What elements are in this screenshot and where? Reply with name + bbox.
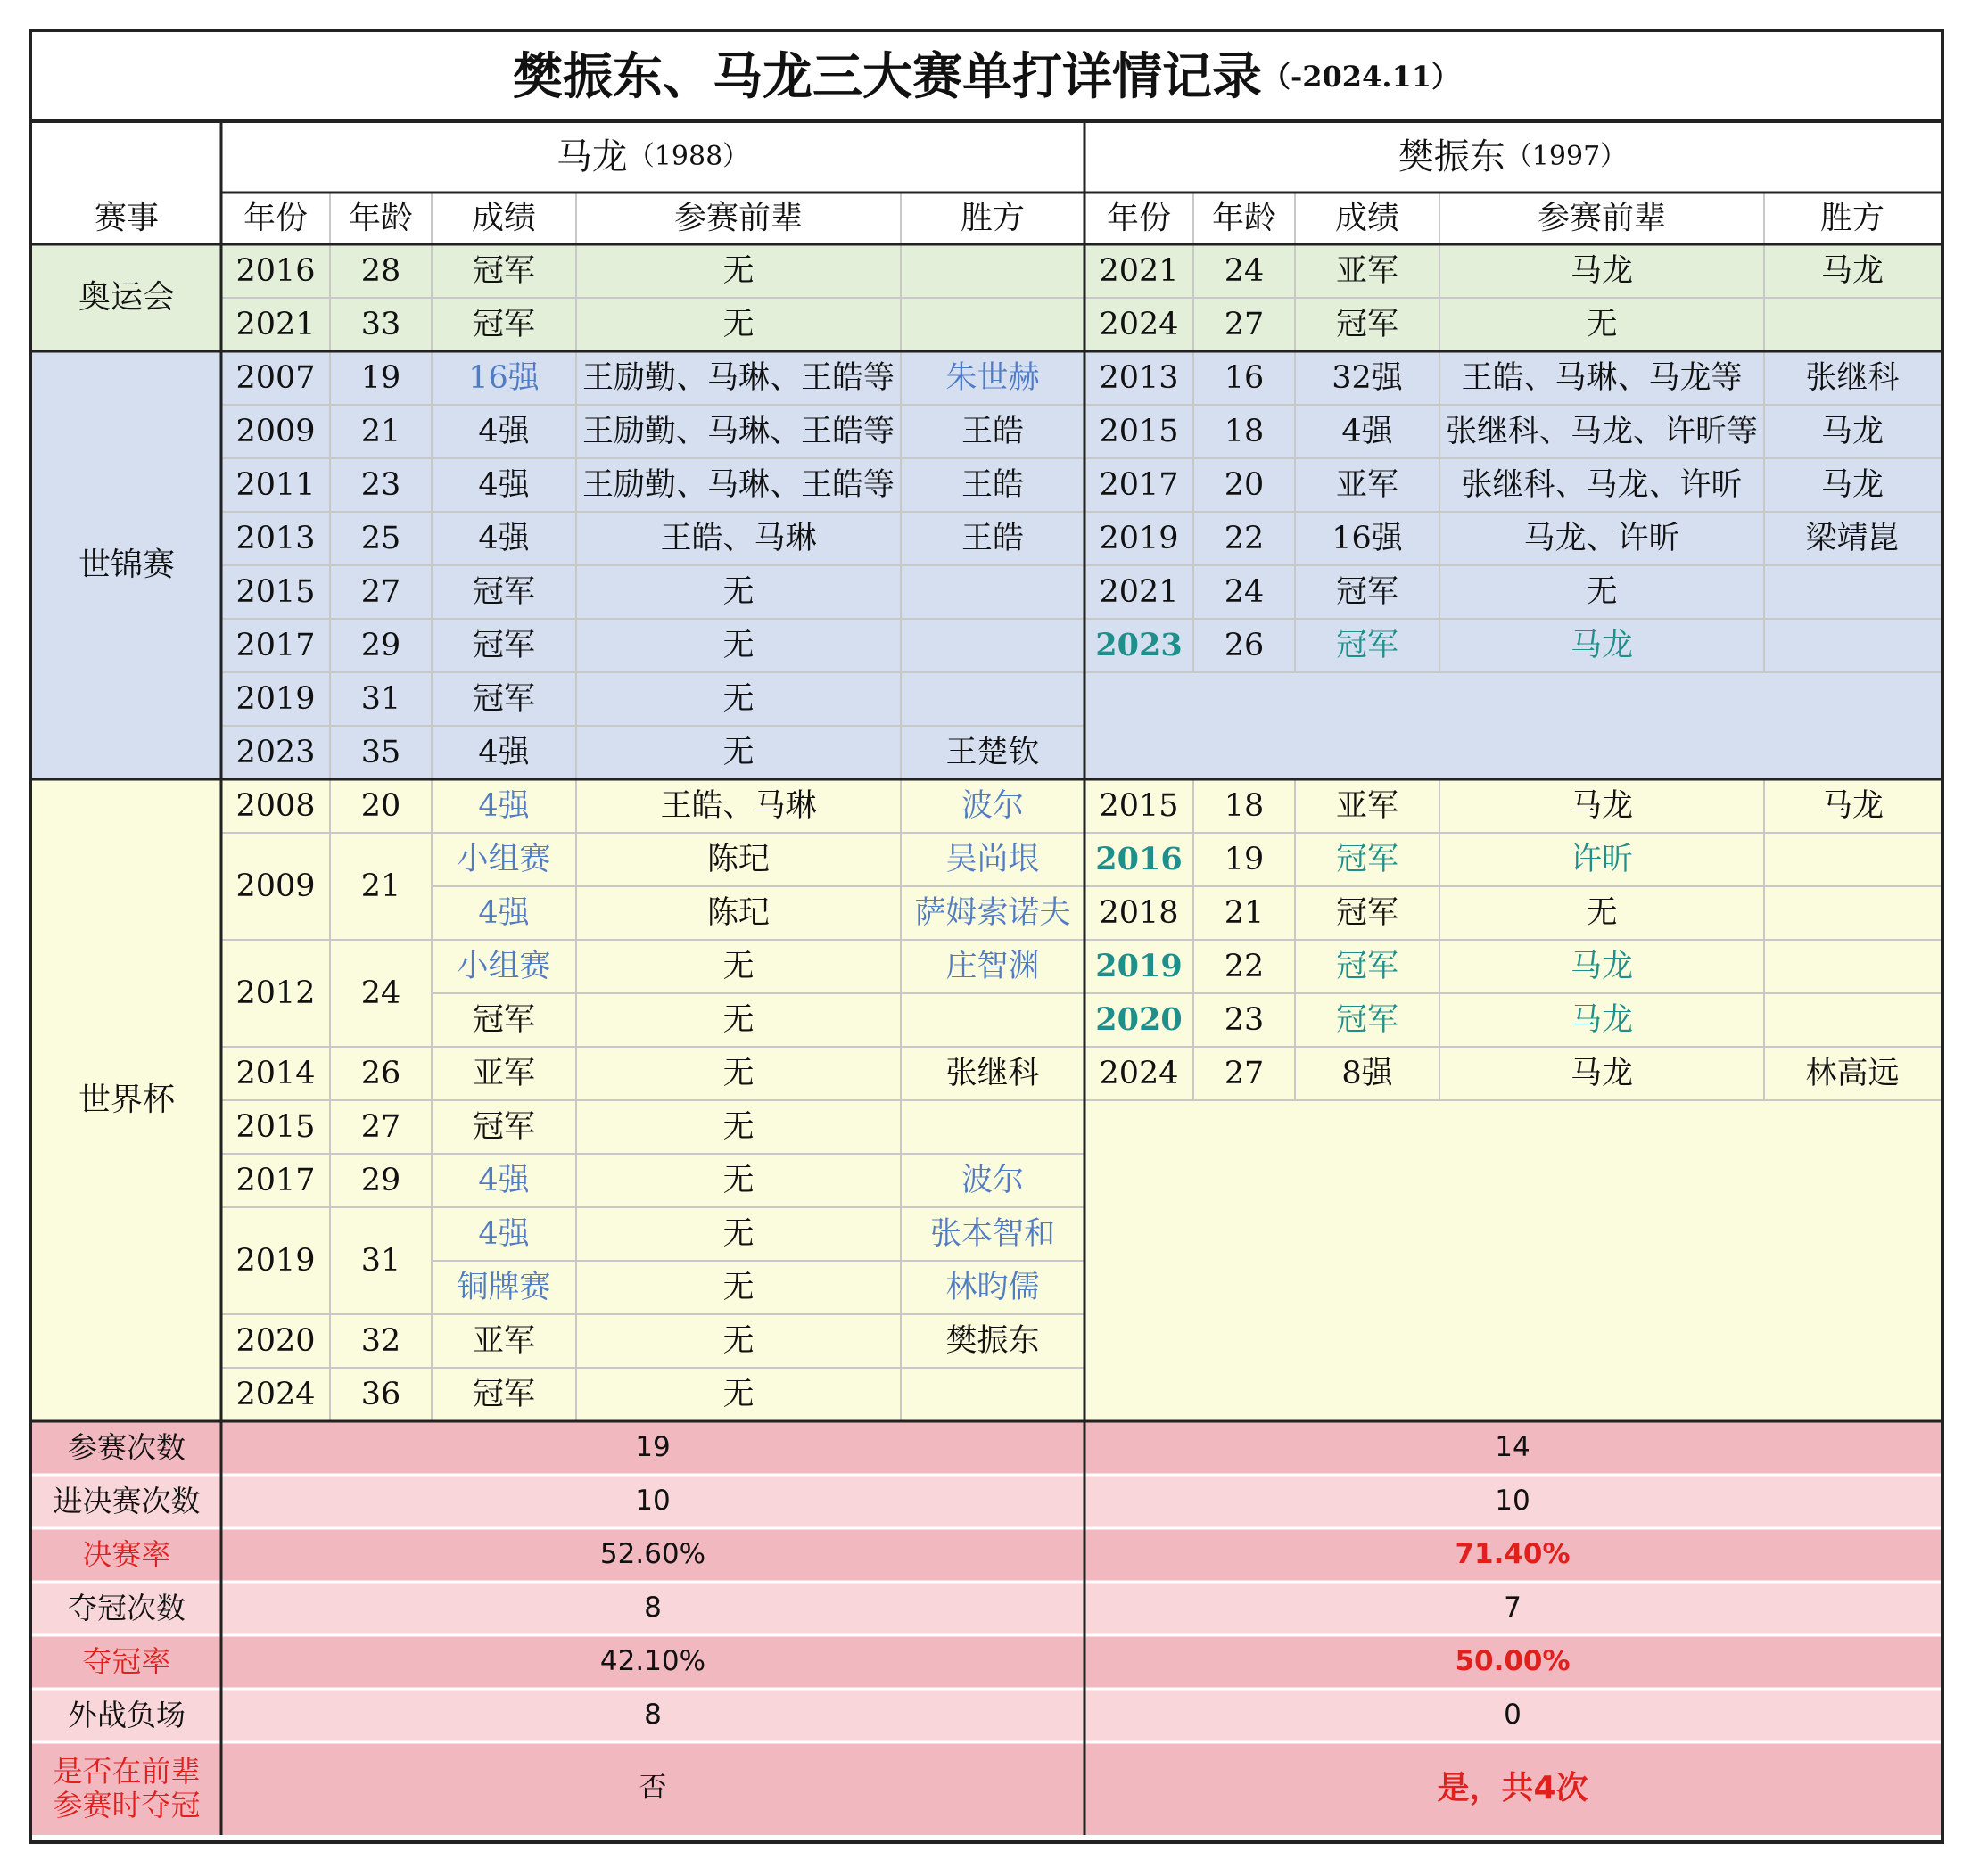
column-header: 年份 <box>243 200 308 237</box>
malong-seniors: 无 <box>722 1001 755 1038</box>
fan-result: 32强 <box>1332 359 1403 396</box>
stat-fan-value: 10 <box>1084 1475 1941 1528</box>
malong-seniors: 无 <box>722 1269 755 1305</box>
malong-result: 亚军 <box>472 1055 535 1091</box>
malong-result: 4强 <box>478 787 530 824</box>
malong-age: 27 <box>360 573 401 610</box>
malong-year: 2011 <box>235 466 316 503</box>
column-header: 参赛前辈 <box>1537 200 1666 237</box>
fan-seniors: 马龙 <box>1570 787 1633 824</box>
malong-age: 31 <box>360 680 401 717</box>
stat-label: 夺冠率 <box>32 1635 221 1689</box>
column-header: 成绩 <box>1334 200 1399 237</box>
malong-winner <box>901 672 1084 726</box>
fanzhendong-header <box>1084 121 1941 193</box>
malong-year: 2021 <box>235 306 316 342</box>
malong-year: 2013 <box>235 520 316 556</box>
fan-winner <box>1764 298 1941 351</box>
fan-result: 冠军 <box>1335 573 1398 610</box>
record-table <box>29 29 1944 1844</box>
malong-result: 小组赛 <box>457 948 551 984</box>
malong-age: 29 <box>360 627 401 663</box>
malong-seniors: 王皓、马琳 <box>660 787 817 824</box>
malong-year: 2015 <box>235 1108 316 1145</box>
fan-seniors: 马龙 <box>1570 627 1633 663</box>
fan-result: 冠军 <box>1335 1001 1398 1038</box>
fan-result: 4强 <box>1341 413 1393 449</box>
stat-malong-value: 10 <box>221 1475 1084 1528</box>
column-header: 成绩 <box>471 200 536 237</box>
fan-age: 22 <box>1224 948 1265 984</box>
fan-age: 23 <box>1224 1001 1265 1038</box>
malong-winner: 朱世赫 <box>945 359 1040 396</box>
malong-result: 冠军 <box>472 1108 535 1145</box>
stat-malong-value: 否 <box>221 1742 1084 1835</box>
malong-seniors: 王励勤、马琳、王皓等 <box>581 359 895 396</box>
malong-seniors: 无 <box>722 680 755 717</box>
fan-year: 2017 <box>1099 466 1179 503</box>
fan-year: 2023 <box>1095 626 1183 663</box>
stat-fan-value: 14 <box>1084 1421 1941 1475</box>
malong-result: 小组赛 <box>457 841 551 877</box>
malong-winner: 萨姆索诺夫 <box>914 894 1071 931</box>
malong-result: 4强 <box>478 413 530 449</box>
fan-seniors: 张继科、马龙、许昕 <box>1461 466 1743 503</box>
fan-result: 16强 <box>1332 520 1403 556</box>
malong-seniors: 无 <box>722 252 755 289</box>
malong-winner: 王皓 <box>961 466 1024 503</box>
malong-winner <box>901 244 1084 298</box>
malong-winner: 庄智渊 <box>945 948 1040 984</box>
malong-winner: 张继科 <box>945 1055 1040 1091</box>
malong-year: 2015 <box>235 573 316 610</box>
fan-result: 冠军 <box>1335 306 1398 342</box>
title-text: 樊振东、马龙三大赛单打详情记录 <box>512 46 1262 106</box>
malong-age: 23 <box>360 466 401 503</box>
malong-winner: 王皓 <box>961 413 1024 449</box>
malong-seniors: 王励勤、马琳、王皓等 <box>581 413 895 449</box>
malong-result: 冠军 <box>472 1376 535 1412</box>
malong-winner: 林昀儒 <box>945 1269 1040 1305</box>
malong-seniors: 无 <box>722 734 755 770</box>
fan-result: 冠军 <box>1335 627 1398 663</box>
table-title <box>32 32 1941 121</box>
stat-label: 进决赛次数 <box>32 1475 221 1528</box>
fan-winner <box>1764 993 1941 1047</box>
malong-age: 28 <box>360 252 401 289</box>
malong-result: 4强 <box>478 1215 530 1252</box>
fan-age: 21 <box>1224 894 1265 931</box>
malong-winner <box>901 1368 1084 1421</box>
stat-malong-value: 52.60% <box>221 1528 1084 1582</box>
fan-age: 18 <box>1224 413 1265 449</box>
fan-seniors: 无 <box>1586 894 1618 931</box>
malong-winner: 张本智和 <box>929 1215 1055 1252</box>
fan-age: 20 <box>1224 466 1265 503</box>
player-birth-year: （1997） <box>1505 140 1628 172</box>
fan-year: 2021 <box>1099 252 1179 289</box>
malong-year: 2008 <box>235 787 316 824</box>
fan-age: 19 <box>1224 841 1265 877</box>
fan-winner: 张继科 <box>1805 359 1900 396</box>
malong-winner: 吴尚垠 <box>945 841 1040 877</box>
fan-year: 2020 <box>1095 1000 1183 1038</box>
malong-seniors: 王励勤、马琳、王皓等 <box>581 466 895 503</box>
fan-seniors: 马龙、许昕 <box>1523 520 1680 556</box>
stat-label-line: 参赛时夺冠 <box>53 1788 201 1823</box>
malong-winner <box>901 1100 1084 1154</box>
malong-age: 21 <box>360 413 401 449</box>
stat-malong-value: 19 <box>221 1421 1084 1475</box>
column-header: 年龄 <box>1211 200 1276 237</box>
malong-seniors: 陈玘 <box>706 894 770 931</box>
stat-fan-value: 50.00% <box>1084 1635 1941 1689</box>
malong-year: 2019 <box>235 1242 316 1279</box>
malong-age: 20 <box>360 787 401 824</box>
malong-seniors: 无 <box>722 1322 755 1359</box>
malong-result: 冠军 <box>472 627 535 663</box>
fan-age: 18 <box>1224 787 1265 824</box>
fan-age: 16 <box>1224 359 1265 396</box>
fan-age: 24 <box>1224 252 1265 289</box>
malong-age: 33 <box>360 306 401 342</box>
player-name: 马龙 <box>556 136 628 177</box>
malong-result: 冠军 <box>472 680 535 717</box>
fan-result: 8强 <box>1341 1055 1393 1091</box>
malong-result: 4强 <box>478 734 530 770</box>
fan-seniors: 马龙 <box>1570 948 1633 984</box>
fan-winner <box>1764 565 1941 619</box>
malong-year: 2024 <box>235 1376 316 1412</box>
column-header: 年龄 <box>348 200 413 237</box>
malong-age: 29 <box>360 1162 401 1198</box>
malong-year: 2023 <box>235 734 316 770</box>
malong-result: 4强 <box>478 520 530 556</box>
malong-seniors: 无 <box>722 573 755 610</box>
fan-year: 2024 <box>1099 1055 1179 1091</box>
fan-age: 27 <box>1224 1055 1265 1091</box>
fan-result: 冠军 <box>1335 894 1398 931</box>
stat-malong-value: 42.10% <box>221 1635 1084 1689</box>
malong-winner <box>901 298 1084 351</box>
fan-winner: 梁靖崑 <box>1805 520 1900 556</box>
fan-year: 2013 <box>1099 359 1179 396</box>
fan-age: 27 <box>1224 306 1265 342</box>
malong-age: 25 <box>360 520 401 556</box>
malong-year: 2014 <box>235 1055 316 1091</box>
malong-seniors: 无 <box>722 1162 755 1198</box>
fan-year: 2016 <box>1095 840 1183 877</box>
malong-age: 35 <box>360 734 401 770</box>
fan-seniors: 无 <box>1586 306 1618 342</box>
stat-label: 夺冠次数 <box>32 1582 221 1635</box>
malong-year: 2009 <box>235 868 316 904</box>
title-suffix: （-2024.11） <box>1261 59 1461 94</box>
stat-label: 决赛率 <box>32 1528 221 1582</box>
fan-result: 亚军 <box>1335 252 1398 289</box>
malong-age: 27 <box>360 1108 401 1145</box>
column-header-event: 赛事 <box>94 200 159 237</box>
fan-seniors: 张继科、马龙、许昕等 <box>1445 413 1758 449</box>
fan-winner <box>1764 833 1941 886</box>
malong-result: 亚军 <box>472 1322 535 1359</box>
malong-year: 2012 <box>235 975 316 1011</box>
fan-year: 2019 <box>1095 947 1183 984</box>
malong-result: 4强 <box>478 894 530 931</box>
malong-winner: 波尔 <box>961 787 1024 824</box>
fan-result: 亚军 <box>1335 466 1398 503</box>
fan-seniors: 无 <box>1586 573 1618 610</box>
fan-age: 24 <box>1224 573 1265 610</box>
malong-winner: 王皓 <box>961 520 1024 556</box>
event-name: 世界杯 <box>78 1082 175 1119</box>
fan-seniors: 马龙 <box>1570 1055 1633 1091</box>
fan-seniors: 马龙 <box>1570 252 1633 289</box>
malong-age: 19 <box>360 359 401 396</box>
malong-result: 16强 <box>468 359 540 396</box>
fan-result: 亚军 <box>1335 787 1398 824</box>
fan-winner: 马龙 <box>1820 787 1884 824</box>
malong-age: 32 <box>360 1322 401 1359</box>
malong-age: 36 <box>360 1376 401 1412</box>
malong-result: 4强 <box>478 466 530 503</box>
column-header: 胜方 <box>1819 200 1884 237</box>
stat-fan-value: 71.40% <box>1084 1528 1941 1582</box>
fan-winner: 马龙 <box>1820 466 1884 503</box>
fan-year: 2021 <box>1099 573 1179 610</box>
fan-year: 2024 <box>1099 306 1179 342</box>
malong-age: 26 <box>360 1055 401 1091</box>
fan-result: 冠军 <box>1335 948 1398 984</box>
stat-label: 外战负场 <box>32 1689 221 1742</box>
malong-year: 2016 <box>235 252 316 289</box>
stat-fan-value: 0 <box>1084 1689 1941 1742</box>
malong-seniors: 无 <box>722 1376 755 1412</box>
malong-seniors: 无 <box>722 1108 755 1145</box>
stat-label-line: 是否在前辈 <box>53 1754 201 1790</box>
stat-fan-value: 7 <box>1084 1582 1941 1635</box>
malong-seniors: 无 <box>722 627 755 663</box>
fan-seniors: 马龙 <box>1570 1001 1633 1038</box>
fan-winner <box>1764 886 1941 940</box>
malong-age: 21 <box>360 868 401 904</box>
player-name: 樊振东 <box>1398 136 1505 177</box>
fan-winner: 马龙 <box>1820 252 1884 289</box>
malong-seniors: 王皓、马琳 <box>660 520 817 556</box>
stat-malong-value: 8 <box>221 1689 1084 1742</box>
fan-year: 2015 <box>1099 413 1179 449</box>
malong-winner <box>901 619 1084 672</box>
stat-malong-value: 8 <box>221 1582 1084 1635</box>
malong-age: 24 <box>360 975 401 1011</box>
malong-seniors: 陈玘 <box>706 841 770 877</box>
fan-result: 冠军 <box>1335 841 1398 877</box>
malong-seniors: 无 <box>722 1215 755 1252</box>
malong-age: 31 <box>360 1242 401 1279</box>
fan-year: 2015 <box>1099 787 1179 824</box>
fan-seniors: 许昕 <box>1570 841 1633 877</box>
column-header: 参赛前辈 <box>673 200 803 237</box>
malong-seniors: 无 <box>722 306 755 342</box>
event-name: 奥运会 <box>78 279 175 317</box>
malong-result: 冠军 <box>472 1001 535 1038</box>
malong-year: 2007 <box>235 359 316 396</box>
malong-seniors: 无 <box>722 948 755 984</box>
column-header: 胜方 <box>960 200 1025 237</box>
fan-year: 2019 <box>1099 520 1179 556</box>
malong-year: 2009 <box>235 413 316 449</box>
malong-seniors: 无 <box>722 1055 755 1091</box>
player-birth-year: （1988） <box>627 140 750 172</box>
fan-seniors: 王皓、马琳、马龙等 <box>1461 359 1743 396</box>
stat-label: 参赛次数 <box>32 1421 221 1475</box>
stat-label <box>32 1742 221 1835</box>
malong-result: 4强 <box>478 1162 530 1198</box>
malong-year: 2017 <box>235 1162 316 1198</box>
column-header: 年份 <box>1106 200 1171 237</box>
fan-age: 26 <box>1224 627 1265 663</box>
fan-winner: 马龙 <box>1820 413 1884 449</box>
stat-fan-value: 是，共4次 <box>1084 1742 1941 1835</box>
fan-winner <box>1764 619 1941 672</box>
malong-winner <box>901 993 1084 1047</box>
fan-year: 2018 <box>1099 894 1179 931</box>
malong-winner: 樊振东 <box>945 1322 1040 1359</box>
malong-year: 2020 <box>235 1322 316 1359</box>
malong-winner: 波尔 <box>961 1162 1024 1198</box>
malong-result: 冠军 <box>472 252 535 289</box>
fan-age: 22 <box>1224 520 1265 556</box>
malong-result: 冠军 <box>472 306 535 342</box>
malong-winner <box>901 565 1084 619</box>
malong-winner: 王楚钦 <box>945 734 1040 770</box>
malong-result: 冠军 <box>472 573 535 610</box>
malong-header <box>221 121 1084 193</box>
event-name: 世锦赛 <box>78 547 175 584</box>
fan-winner: 林高远 <box>1805 1055 1900 1091</box>
malong-year: 2019 <box>235 680 316 717</box>
malong-year: 2017 <box>235 627 316 663</box>
fan-winner <box>1764 940 1941 993</box>
malong-result: 铜牌赛 <box>457 1269 551 1305</box>
